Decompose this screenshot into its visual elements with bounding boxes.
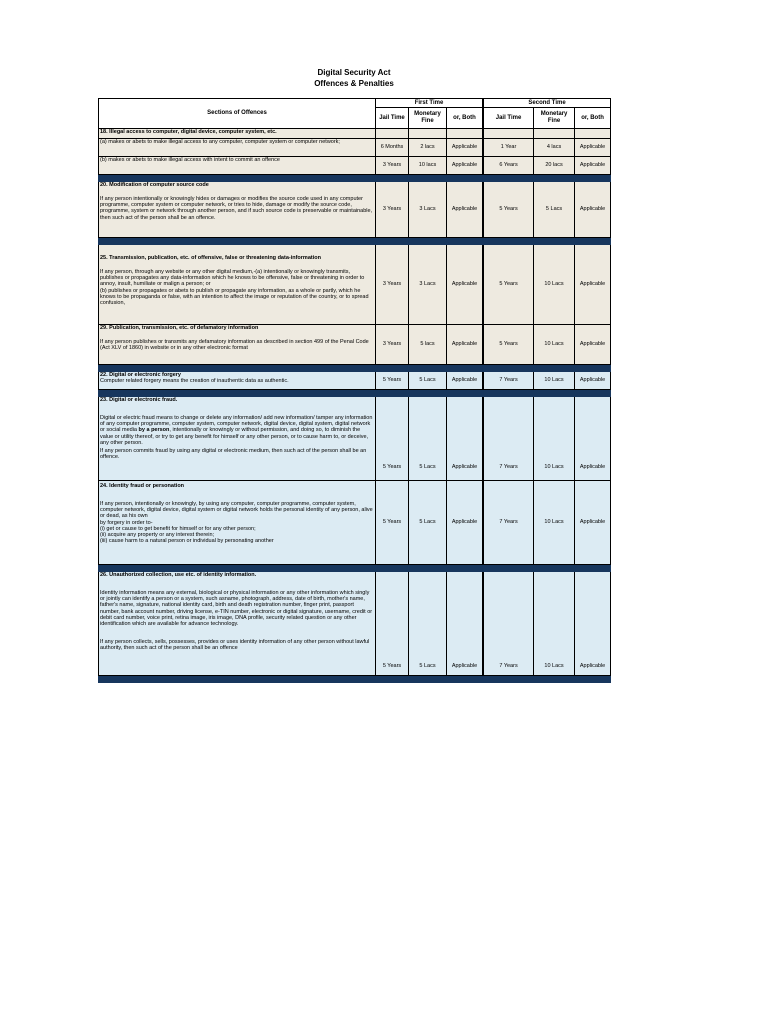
st-jail-header: Jail Time <box>484 108 534 129</box>
section-heading: 25. Transmission, publication, etc. of offensive, false or threatening data-information <box>100 255 321 261</box>
offence-text: (ii) acquire any property or any interest therein; <box>100 531 215 538</box>
ft-jail-cell: 3 Years <box>376 325 409 365</box>
section-heading: 29. Publication, transmission, etc. of defamatory information <box>100 325 259 331</box>
ft-both-cell: Applicable <box>447 182 483 238</box>
offences-table <box>98 98 611 683</box>
offence-cell <box>99 572 376 676</box>
ft-both-cell: Applicable <box>447 325 483 365</box>
st-both-cell: Applicable <box>575 325 611 365</box>
st-fine-cell: 10 Lacs <box>534 325 575 365</box>
ft-fine-header: Monetary Fine <box>409 108 447 129</box>
ft-jail-cell: 3 Years <box>376 182 409 238</box>
ft-fine-cell: 10 lacs <box>409 157 447 175</box>
ft-jail-header: Jail Time <box>376 108 409 129</box>
st-both-cell: Applicable <box>575 397 611 481</box>
offence-text: (a) makes or abets to make illegal access to any computer, computer system or computer network; <box>99 139 376 157</box>
st-fine-cell: 10 Lacs <box>534 372 575 390</box>
first-time-header: First Time <box>376 99 483 108</box>
offence-text: Digital or electric fraud means to change or delete any information/ add new information/ tamper any information of any computer programme, computer system, computer network, digital device, digital system, digital network or social media by a person, intentionally or knowingly or without permission, and doing so, to diminish the value or utility thereof, or try to get any benefit for himself or any other person, or to cause harm to, or deceive, any other person. <box>100 415 373 446</box>
st-jail-cell: 7 Years <box>484 481 534 565</box>
section-separator <box>99 238 611 245</box>
st-jail-cell: 7 Years <box>484 397 534 481</box>
st-both-cell: Applicable <box>575 572 611 676</box>
st-both-header: or, Both <box>575 108 611 129</box>
offence-text: If any person, through any website or any other digital medium,-(a) intentionally or knowingly transmits, publishes or propagates any data-information which he knows to be offensive, false or threatening in order to annoy, insult, humiliate or malign a person; or <box>100 269 365 288</box>
ft-jail-cell: 6 Months <box>376 139 409 157</box>
ft-jail-cell: 5 Years <box>376 481 409 565</box>
offence-cell <box>99 325 376 365</box>
section-separator <box>99 175 611 182</box>
section-heading: 20. Modification of computer source code <box>100 182 209 188</box>
st-jail-cell: 7 Years <box>484 572 534 676</box>
offence-cell <box>99 182 376 238</box>
offence-text: Identity information means any external, biological or physical information or any other information which singly or jointly can identify a person or a system, such asname, photograph, address, date of birth, mother's name, father's name, signature, national identity card, birth and death registration number, finger print, passport number, bank account number, driving license, e-TIN number, electronic or digital signature, username, credit or debit card number, voice print, retina image, iris image, DNA profile, security related question or any other identification which are available for advance technology. <box>100 590 373 627</box>
st-jail-cell: 5 Years <box>484 182 534 238</box>
ft-both-cell: Applicable <box>447 572 483 676</box>
st-fine-header: Monetary Fine <box>534 108 575 129</box>
st-fine-cell: 10 Lacs <box>534 572 575 676</box>
offence-text: If any person collects, sells, possesses, provides or uses identity information of any other person without lawful authority, then such act of the person shall be an offence <box>100 639 370 652</box>
st-fine-cell: 10 Lacs <box>534 397 575 481</box>
offence-text: Computer related forgery means the creation of inauthentic data as authentic. <box>100 378 289 385</box>
offence-text: (b) makes or abets to make illegal access with intent to commit an offence <box>99 157 376 175</box>
ft-jail-cell: 5 Years <box>376 572 409 676</box>
table-row <box>99 572 611 676</box>
st-jail-cell: 5 Years <box>484 245 534 325</box>
st-fine-cell: 4 lacs <box>534 139 575 157</box>
st-jail-cell: 5 Years <box>484 325 534 365</box>
st-both-cell: Applicable <box>575 372 611 390</box>
st-both-cell: Applicable <box>575 139 611 157</box>
table-row <box>99 325 611 365</box>
offence-text: If any person, intentionally or knowingly, by using any computer, computer programme, computer system, computer network, digital device, digital system or digital network holds the personal identity of any person, alive or dead, as his own <box>100 501 373 520</box>
st-fine-cell: 10 Lacs <box>534 481 575 565</box>
ft-both-cell: Applicable <box>447 245 483 325</box>
st-both-cell: Applicable <box>575 182 611 238</box>
ft-fine-cell: 5 Lacs <box>409 572 447 676</box>
ft-jail-cell: 3 Years <box>376 157 409 175</box>
st-both-cell: Applicable <box>575 157 611 175</box>
st-jail-cell: 7 Years <box>484 372 534 390</box>
document-title: Digital Security Act <box>317 68 391 77</box>
ft-both-cell: Applicable <box>447 481 483 565</box>
section-separator <box>99 365 611 372</box>
st-jail-cell: 1 Year <box>484 139 534 157</box>
offence-cell <box>99 245 376 325</box>
section-heading: 22. Digital or electronic forgery <box>100 372 181 378</box>
table-row <box>99 372 611 390</box>
ft-jail-cell: 5 Years <box>376 397 409 481</box>
offence-text: If any person intentionally or knowingly hides or damages or modifies the source code used in any computer programme, computer system or computer network, or tries to hide, damage or modify the source code, programme, system or network through another person, and if such source code is preservable or maintainable, then such act of the person shall be an offence. <box>100 196 373 221</box>
ft-jail-cell: 5 Years <box>376 372 409 390</box>
ft-jail-cell: 3 Years <box>376 245 409 325</box>
offence-cell <box>99 372 376 390</box>
st-fine-cell: 20 lacs <box>534 157 575 175</box>
table-row <box>99 481 611 565</box>
st-both-cell: Applicable <box>575 481 611 565</box>
st-fine-cell: 5 Lacs <box>534 182 575 238</box>
st-fine-cell: 10 Lacs <box>534 245 575 325</box>
section-heading: 24. Identity fraud or personation <box>100 483 185 489</box>
ft-fine-cell: 5 lacs <box>409 325 447 365</box>
offence-text: (i) get or cause to get benefit for himself or for any other person; <box>100 525 256 532</box>
ft-both-cell: Applicable <box>447 372 483 390</box>
section-separator <box>99 390 611 397</box>
offence-cell <box>99 481 376 565</box>
table-row <box>99 182 611 238</box>
section-separator <box>99 565 611 572</box>
ft-fine-cell: 5 Lacs <box>409 372 447 390</box>
offence-text: If any person commits fraud by using any digital or electronic medium, then such act of the person shall be an offence. <box>100 447 367 461</box>
offence-text: (iii) cause harm to a natural person or individual by personating another <box>100 538 274 545</box>
second-time-header: Second Time <box>484 99 611 108</box>
section-separator <box>99 676 611 683</box>
section-heading: 18. Illegal access to computer, digital device, computer system, etc. <box>99 129 376 139</box>
ft-fine-cell: 5 Lacs <box>409 481 447 565</box>
ft-fine-cell: 3 Lacs <box>409 182 447 238</box>
offence-text: If any person publishes or transmits any defamatory information as described in section 499 of the Penal Code (Act XLV of 1860) in website or in any other electronic format <box>100 339 369 352</box>
offence-text: (b) publishes or propagates or abets to publish or propagate any information, as a whole or partly, which he knows to be propaganda or false, with an intention to affect the image or reputation of the country, or to spread confusion, <box>100 287 369 306</box>
ft-both-header: or, Both <box>447 108 483 129</box>
ft-both-cell: Applicable <box>447 157 483 175</box>
st-both-cell: Applicable <box>575 245 611 325</box>
document-subtitle: Offences & Penalties <box>314 79 394 88</box>
st-jail-cell: 6 Years <box>484 157 534 175</box>
ft-both-cell: Applicable <box>447 397 483 481</box>
offence-text: by forgery in order to- <box>100 519 153 526</box>
offence-cell <box>99 397 376 481</box>
section-heading: 26. Unauthorized collection, use etc. of identity information. <box>100 572 257 578</box>
section-heading: 23. Digital or electronic fraud. <box>100 397 178 403</box>
ft-both-cell: Applicable <box>447 139 483 157</box>
sections-header: Sections of Offences <box>99 99 376 129</box>
table-row <box>99 245 611 325</box>
ft-fine-cell: 5 Lacs <box>409 397 447 481</box>
ft-fine-cell: 3 Lacs <box>409 245 447 325</box>
ft-fine-cell: 2 lacs <box>409 139 447 157</box>
table-row <box>99 139 611 157</box>
table-row <box>99 157 611 175</box>
table-row <box>99 397 611 481</box>
